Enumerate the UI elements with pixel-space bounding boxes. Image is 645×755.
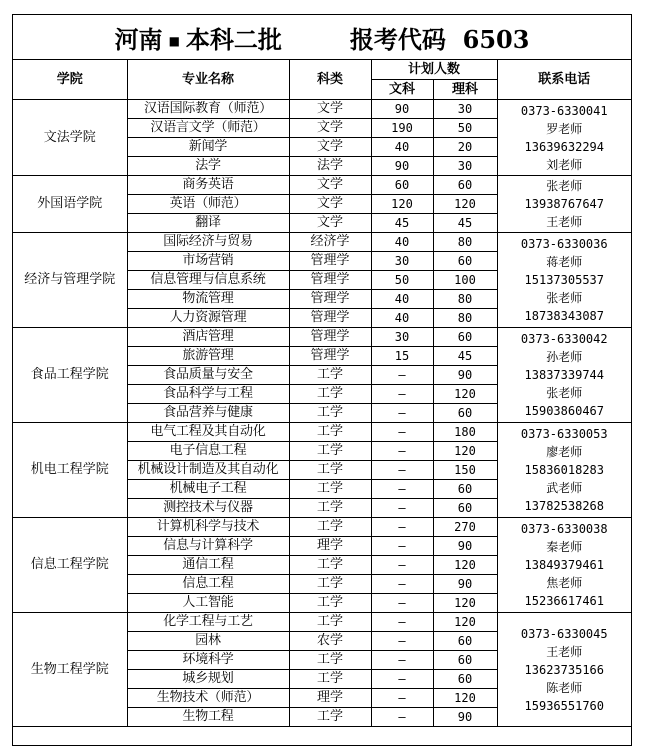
- major-name: 物流管理: [127, 290, 289, 309]
- contact-info: [497, 328, 631, 423]
- title-province: 河南: [114, 24, 163, 54]
- plan-wenke: 90: [371, 157, 433, 176]
- major-category: 管理学: [289, 290, 371, 309]
- plan-like: 270: [433, 518, 497, 537]
- plan-like: 100: [433, 271, 497, 290]
- contact-line: 0373-6330036: [520, 237, 608, 251]
- plan-wenke: –: [371, 518, 433, 537]
- plan-like: 60: [433, 176, 497, 195]
- contact-line: 焦老师: [546, 576, 583, 590]
- plan-like: 90: [433, 575, 497, 594]
- contact-line: 15936551760: [524, 698, 604, 713]
- plan-wenke: –: [371, 613, 433, 632]
- college-name: 信息工程学院: [13, 518, 127, 613]
- table-row: [13, 328, 631, 347]
- table-row: [13, 233, 631, 252]
- contact-info: [497, 100, 631, 176]
- major-name: 汉语言文学（师范）: [127, 119, 289, 138]
- plan-wenke: 190: [371, 119, 433, 138]
- major-name: 人力资源管理: [127, 309, 289, 328]
- contact-line: 蒋老师: [546, 255, 583, 269]
- plan-wenke: –: [371, 366, 433, 385]
- major-name: 计算机科学与技术: [127, 518, 289, 537]
- plan-wenke: –: [371, 575, 433, 594]
- contact-line: 15236617461: [524, 594, 604, 608]
- contact-line: 13623735166: [524, 662, 604, 677]
- major-name: 人工智能: [127, 594, 289, 613]
- major-name: 食品科学与工程: [127, 385, 289, 404]
- contact-line: 0373-6330042: [520, 332, 608, 346]
- contact-line: 0373-6330053: [520, 427, 608, 441]
- contact-line: 0373-6330041: [520, 103, 608, 118]
- major-name: 商务英语: [127, 176, 289, 195]
- plan-wenke: 40: [371, 233, 433, 252]
- major-category: 文学: [289, 195, 371, 214]
- major-name: 城乡规划: [127, 670, 289, 689]
- plan-wenke: 40: [371, 309, 433, 328]
- plan-wenke: –: [371, 442, 433, 461]
- plan-like: 90: [433, 537, 497, 556]
- plan-wenke: –: [371, 651, 433, 670]
- major-name: 酒店管理: [127, 328, 289, 347]
- major-name: 法学: [127, 157, 289, 176]
- plan-like: 90: [433, 708, 497, 727]
- contact-line: 陈老师: [546, 680, 583, 695]
- plan-like: 60: [433, 670, 497, 689]
- major-name: 机械电子工程: [127, 480, 289, 499]
- major-name: 信息与计算科学: [127, 537, 289, 556]
- major-category: 工学: [289, 499, 371, 518]
- plan-wenke: 60: [371, 176, 433, 195]
- header-major: 专业名称: [127, 60, 289, 100]
- contact-line: 13938767647: [524, 197, 604, 211]
- contact-info: [497, 233, 631, 328]
- plan-like: 45: [433, 214, 497, 233]
- major-category: 工学: [289, 613, 371, 632]
- plan-wenke: –: [371, 670, 433, 689]
- contact-line: 孙老师: [546, 350, 583, 364]
- plan-wenke: –: [371, 689, 433, 708]
- header-category: 科类: [289, 60, 371, 100]
- contact-line: 15903860467: [524, 404, 604, 418]
- contact-line: 廖老师: [546, 445, 583, 459]
- title-main: [115, 20, 282, 55]
- major-category: 农学: [289, 632, 371, 651]
- plan-wenke: 30: [371, 328, 433, 347]
- title-code-label: 报考代码: [349, 24, 446, 54]
- header-wenke: 文科: [371, 80, 433, 100]
- contact-line: 0373-6330045: [520, 626, 608, 641]
- contact-line: 18738343087: [524, 309, 604, 323]
- major-category: 管理学: [289, 271, 371, 290]
- contact-info: [497, 176, 631, 233]
- major-category: 工学: [289, 594, 371, 613]
- plan-wenke: –: [371, 404, 433, 423]
- major-category: 管理学: [289, 328, 371, 347]
- contact-line: 罗老师: [546, 121, 583, 136]
- plan-wenke: 40: [371, 138, 433, 157]
- plan-wenke: 40: [371, 290, 433, 309]
- major-name: 信息工程: [127, 575, 289, 594]
- plan-wenke: –: [371, 556, 433, 575]
- plan-like: 180: [433, 423, 497, 442]
- table-row: [13, 518, 631, 537]
- major-category: 文学: [289, 100, 371, 119]
- college-name: 机电工程学院: [13, 423, 127, 518]
- plan-like: 20: [433, 138, 497, 157]
- major-category: 工学: [289, 670, 371, 689]
- major-category: 管理学: [289, 252, 371, 271]
- plan-like: 50: [433, 119, 497, 138]
- contact-line: 13837339744: [524, 368, 604, 382]
- major-category: 法学: [289, 157, 371, 176]
- contact-line: 秦老师: [546, 540, 583, 554]
- college-name: 食品工程学院: [13, 328, 127, 423]
- contact-line: 13782538268: [524, 499, 604, 513]
- college-name: 经济与管理学院: [13, 233, 127, 328]
- college-name: 生物工程学院: [13, 613, 127, 727]
- major-category: 经济学: [289, 233, 371, 252]
- major-name: 生物技术（师范）: [127, 689, 289, 708]
- table-row: [13, 100, 631, 119]
- table-row: [13, 613, 631, 632]
- contact-line: 0373-6330038: [520, 522, 608, 536]
- major-category: 工学: [289, 423, 371, 442]
- contact-line: 15836018283: [524, 463, 604, 477]
- major-category: 工学: [289, 385, 371, 404]
- table-body: [13, 100, 631, 727]
- plan-wenke: –: [371, 480, 433, 499]
- header-college: 学院: [13, 60, 127, 100]
- plan-like: 60: [433, 480, 497, 499]
- major-name: 生物工程: [127, 708, 289, 727]
- major-category: 工学: [289, 708, 371, 727]
- table-row: [13, 423, 631, 442]
- plan-like: 150: [433, 461, 497, 480]
- major-category: 理学: [289, 537, 371, 556]
- major-category: 工学: [289, 442, 371, 461]
- title-batch: 本科二批: [185, 24, 282, 54]
- plan-like: 120: [433, 689, 497, 708]
- contact-line: 13639632294: [524, 139, 604, 154]
- plan-like: 120: [433, 195, 497, 214]
- major-name: 国际经济与贸易: [127, 233, 289, 252]
- plan-wenke: –: [371, 499, 433, 518]
- plan-like: 80: [433, 290, 497, 309]
- plan-wenke: 90: [371, 100, 433, 119]
- contact-line: 张老师: [546, 179, 583, 193]
- plan-like: 80: [433, 233, 497, 252]
- title-separator: ■: [168, 34, 180, 48]
- plan-like: 30: [433, 157, 497, 176]
- plan-like: 80: [433, 309, 497, 328]
- major-category: 文学: [289, 138, 371, 157]
- header-contact: 联系电话: [497, 60, 631, 100]
- plan-wenke: –: [371, 594, 433, 613]
- plan-wenke: 45: [371, 214, 433, 233]
- contact-line: 15137305537: [524, 273, 604, 287]
- plan-like: 120: [433, 385, 497, 404]
- major-category: 文学: [289, 119, 371, 138]
- plan-like: 120: [433, 556, 497, 575]
- major-name: 英语（师范）: [127, 195, 289, 214]
- contact-line: 王老师: [546, 644, 583, 659]
- major-category: 工学: [289, 461, 371, 480]
- plan-wenke: 30: [371, 252, 433, 271]
- major-category: 文学: [289, 176, 371, 195]
- major-category: 工学: [289, 366, 371, 385]
- header-like: 理科: [433, 80, 497, 100]
- major-name: 旅游管理: [127, 347, 289, 366]
- plan-like: 120: [433, 594, 497, 613]
- plan-wenke: 15: [371, 347, 433, 366]
- admission-sheet: [12, 14, 632, 746]
- major-name: 环境科学: [127, 651, 289, 670]
- plan-like: 60: [433, 328, 497, 347]
- plan-wenke: 50: [371, 271, 433, 290]
- plan-wenke: –: [371, 632, 433, 651]
- major-name: 翻译: [127, 214, 289, 233]
- major-category: 管理学: [289, 347, 371, 366]
- plan-wenke: 120: [371, 195, 433, 214]
- major-name: 食品营养与健康: [127, 404, 289, 423]
- major-name: 食品质量与安全: [127, 366, 289, 385]
- plan-like: 120: [433, 442, 497, 461]
- major-name: 园林: [127, 632, 289, 651]
- major-category: 工学: [289, 556, 371, 575]
- major-name: 电子信息工程: [127, 442, 289, 461]
- major-category: 文学: [289, 214, 371, 233]
- major-name: 通信工程: [127, 556, 289, 575]
- contact-info: [497, 423, 631, 518]
- plan-wenke: –: [371, 708, 433, 727]
- contact-line: 张老师: [546, 386, 583, 400]
- admission-table: [13, 60, 631, 727]
- plan-like: 60: [433, 252, 497, 271]
- major-name: 测控技术与仪器: [127, 499, 289, 518]
- major-name: 化学工程与工艺: [127, 613, 289, 632]
- major-name: 市场营销: [127, 252, 289, 271]
- college-name: 外国语学院: [13, 176, 127, 233]
- major-category: 工学: [289, 651, 371, 670]
- plan-like: 60: [433, 404, 497, 423]
- contact-line: 张老师: [546, 291, 583, 305]
- contact-info: [497, 518, 631, 613]
- contact-line: 王老师: [546, 215, 583, 229]
- major-category: 管理学: [289, 309, 371, 328]
- contact-line: 武老师: [546, 481, 583, 495]
- plan-wenke: –: [371, 385, 433, 404]
- contact-line: 13849379461: [524, 558, 604, 572]
- plan-like: 90: [433, 366, 497, 385]
- plan-like: 60: [433, 651, 497, 670]
- contact-line: 刘老师: [546, 157, 583, 172]
- plan-wenke: –: [371, 423, 433, 442]
- major-name: 汉语国际教育（师范）: [127, 100, 289, 119]
- plan-like: 60: [433, 632, 497, 651]
- major-category: 工学: [289, 404, 371, 423]
- contact-info: [497, 613, 631, 727]
- major-category: 工学: [289, 480, 371, 499]
- major-name: 机械设计制造及其自动化: [127, 461, 289, 480]
- major-name: 信息管理与信息系统: [127, 271, 289, 290]
- title-code: [350, 20, 530, 55]
- plan-wenke: –: [371, 461, 433, 480]
- major-category: 工学: [289, 575, 371, 594]
- plan-like: 45: [433, 347, 497, 366]
- plan-like: 60: [433, 499, 497, 518]
- header-plan: 计划人数: [371, 60, 497, 80]
- plan-like: 120: [433, 613, 497, 632]
- major-category: 理学: [289, 689, 371, 708]
- major-name: 电气工程及其自动化: [127, 423, 289, 442]
- title-code-value: 6503: [462, 24, 530, 54]
- plan-like: 30: [433, 100, 497, 119]
- table-row: [13, 176, 631, 195]
- college-name: 文法学院: [13, 100, 127, 176]
- major-category: 工学: [289, 518, 371, 537]
- page-title: [13, 15, 631, 60]
- plan-wenke: –: [371, 537, 433, 556]
- major-name: 新闻学: [127, 138, 289, 157]
